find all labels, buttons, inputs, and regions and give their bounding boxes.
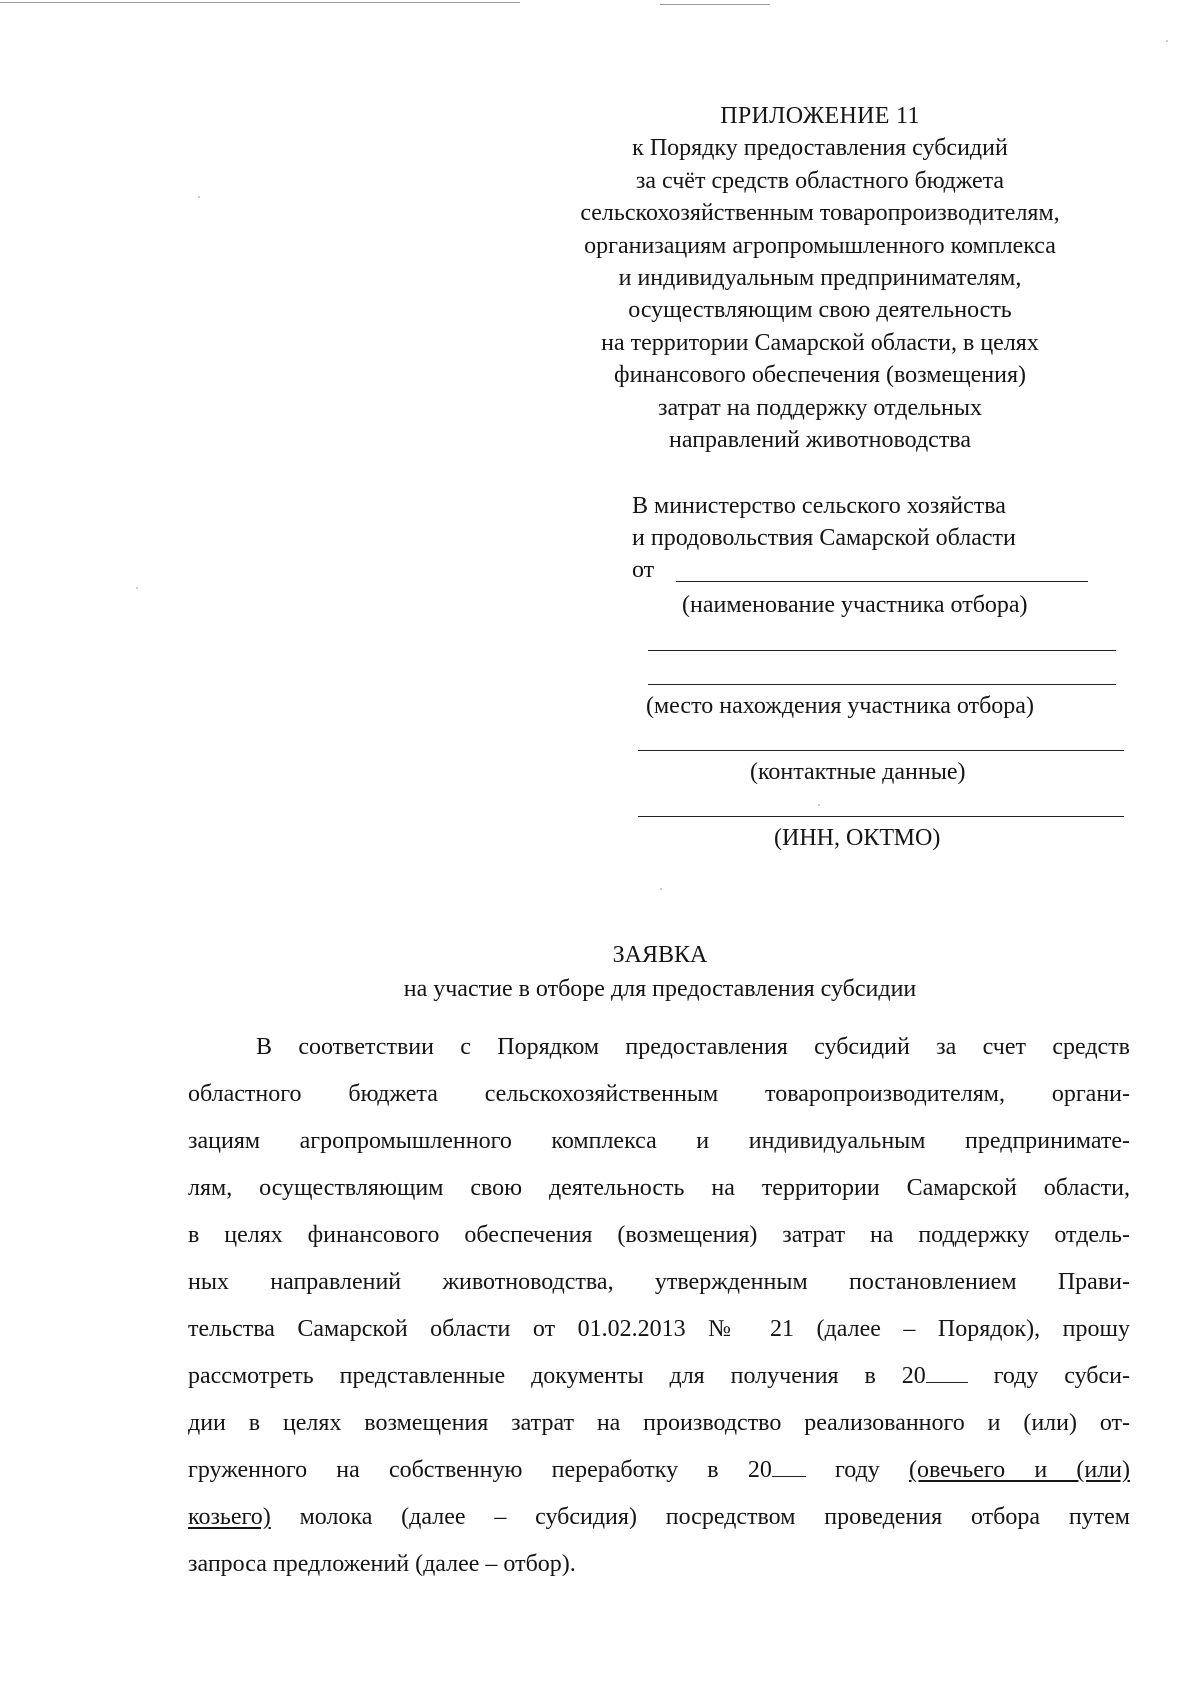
from-row (632, 554, 1112, 586)
caption-inn-oktmo: (ИНН, ОКТМО) (774, 825, 941, 851)
body-line: тельства Самарской области от 01.02.2013 № 21 (далее – Порядок), прошу (188, 1316, 1130, 1342)
addressee-ministry-cont: и продовольствия Самарской области (632, 525, 1016, 551)
body-line: в целях финансового обеспечения (возмещения) затрат на поддержку отдель- (188, 1222, 1130, 1248)
location-field-line-1[interactable] (648, 650, 1116, 651)
appendix-line: на территории Самарской области, в целях (601, 329, 1039, 356)
appendix-line: к Порядку предоставления субсидий (632, 135, 1008, 162)
caption-contacts: (контактные данные) (750, 759, 966, 785)
appendix-line: организациям агропромышленного комплекса (584, 232, 1056, 259)
appendix-line: сельскохозяйственным товаропроизводителям, (580, 200, 1060, 227)
body-line: лям, осуществляющим свою деятельность на территории Самарской области, (188, 1175, 1130, 1201)
year-blank-field[interactable] (772, 1456, 806, 1477)
application-title: ЗАЯВКА (612, 942, 708, 968)
body-line: областного бюджета сельскохозяйственным товаропроизводителям, органи- (188, 1081, 1130, 1107)
appendix-line: направлений животноводства (669, 427, 971, 454)
appendix-line: за счёт средств областного бюджета (635, 167, 1005, 194)
addressee-ministry: В министерство сельского хозяйства (632, 493, 1006, 519)
scan-edge-top-right (660, 4, 770, 5)
scan-speck (136, 587, 138, 589)
body-line (188, 1447, 1130, 1494)
appendix-line: финансового обеспечения (возмещения) (614, 362, 1026, 389)
body-line: В соответствии с Порядком предоставления субсидий за счет средств (256, 1034, 1130, 1060)
inn-oktmo-field-line[interactable] (638, 816, 1124, 817)
appendix-line: осуществляющим свою деятельность (628, 297, 1012, 324)
milk-type-underlined: (овечьего и (или) (908, 1457, 1131, 1483)
body-text-segment: молока (далее – субсидия) посредством проведения отбора путем (270, 1504, 1130, 1530)
body-line (188, 1494, 1130, 1541)
body-line: дии в целях возмещения затрат на производство реализованного и (или) от- (188, 1410, 1130, 1436)
appendix-title: ПРИЛОЖЕНИЕ 11 (720, 103, 920, 129)
scan-speck (818, 804, 820, 806)
application-subtitle: на участие в отборе для предоставления субсидии (403, 976, 917, 1002)
appendix-header (520, 100, 1120, 456)
body-text-segment: году (805, 1457, 909, 1483)
body-line (188, 1353, 1130, 1400)
milk-type-underlined: козьего) (188, 1504, 271, 1530)
addressee-block (632, 490, 1112, 586)
participant-name-field[interactable] (676, 557, 1088, 582)
appendix-line: и индивидуальным предпринимателям, (618, 265, 1022, 292)
scan-speck (1166, 40, 1168, 42)
body-line: запроса предложений (далее – отбор). (188, 1551, 576, 1577)
location-field-line-2[interactable] (648, 684, 1116, 685)
body-text-segment: рассмотреть представленные документы для получения в 20 (188, 1363, 926, 1389)
appendix-line: затрат на поддержку отдельных (657, 394, 983, 421)
scan-speck (198, 196, 200, 198)
year-blank-field[interactable] (926, 1362, 968, 1383)
caption-participant-location: (место нахождения участника отбора) (646, 693, 1034, 719)
contacts-field-line[interactable] (638, 750, 1124, 751)
from-label: от (632, 557, 655, 583)
scan-speck (660, 888, 662, 890)
scan-edge-top (0, 2, 520, 3)
body-line: ных направлений животноводства, утвержденным постановлением Прави- (188, 1269, 1130, 1295)
body-line: зациям агропромышленного комплекса и индивидуальным предпринимате- (188, 1128, 1130, 1154)
body-text-segment: груженного на собственную переработку в 20 (188, 1457, 772, 1483)
caption-participant-name: (наименование участника отбора) (682, 592, 1028, 618)
body-text-segment: году субси- (967, 1363, 1131, 1389)
application-body (188, 1024, 1130, 1588)
